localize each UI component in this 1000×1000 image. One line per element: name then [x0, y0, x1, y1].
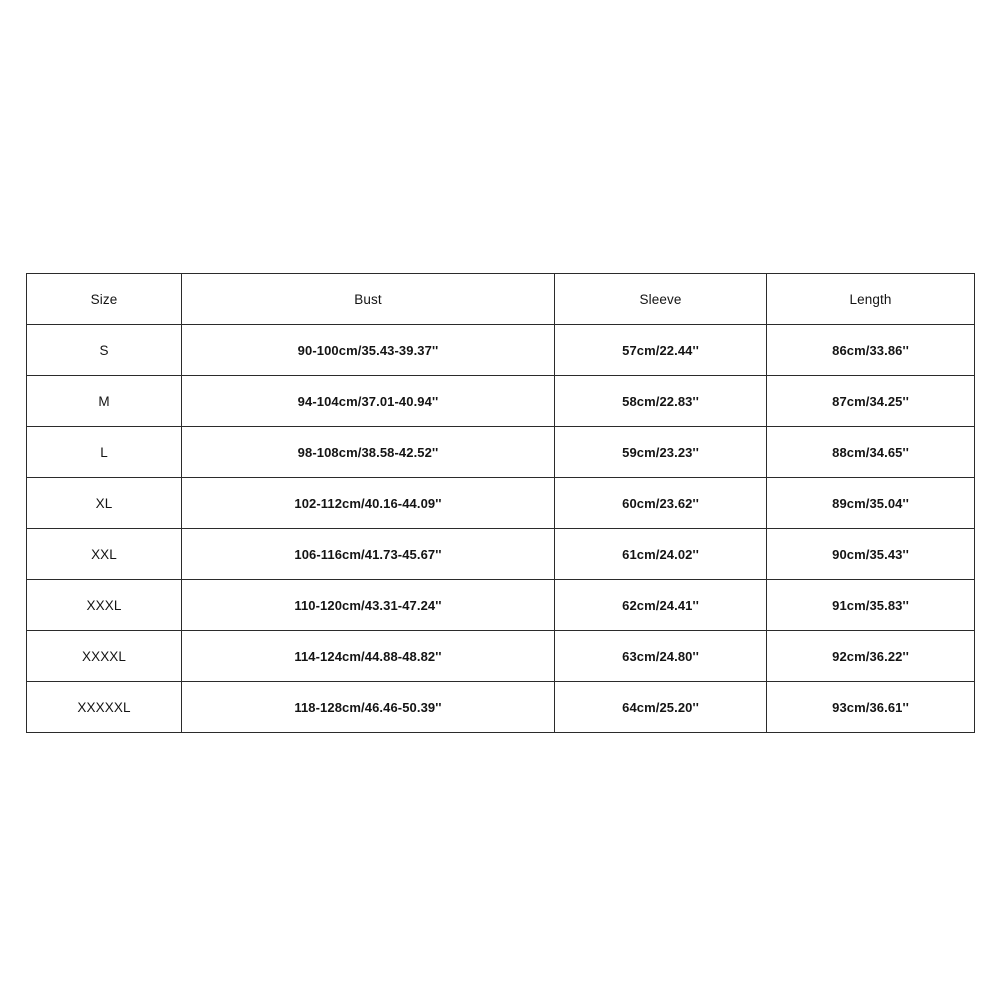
cell-size: XXXL	[27, 580, 182, 631]
cell-bust: 110-120cm/43.31-47.24''	[182, 580, 555, 631]
table-row	[27, 427, 975, 478]
cell-length: 90cm/35.43''	[767, 529, 975, 580]
cell-sleeve: 64cm/25.20''	[555, 682, 767, 733]
table-body	[27, 325, 975, 733]
table-row	[27, 325, 975, 376]
cell-bust: 98-108cm/38.58-42.52''	[182, 427, 555, 478]
cell-bust: 90-100cm/35.43-39.37''	[182, 325, 555, 376]
cell-sleeve: 63cm/24.80''	[555, 631, 767, 682]
cell-bust: 114-124cm/44.88-48.82''	[182, 631, 555, 682]
cell-length: 87cm/34.25''	[767, 376, 975, 427]
cell-size: L	[27, 427, 182, 478]
table-row	[27, 376, 975, 427]
cell-sleeve: 57cm/22.44''	[555, 325, 767, 376]
cell-size: XXXXL	[27, 631, 182, 682]
cell-sleeve: 58cm/22.83''	[555, 376, 767, 427]
size-chart-container	[26, 273, 974, 733]
cell-length: 89cm/35.04''	[767, 478, 975, 529]
table-row	[27, 631, 975, 682]
cell-size: XXXXXL	[27, 682, 182, 733]
cell-bust: 94-104cm/37.01-40.94''	[182, 376, 555, 427]
column-header-size: Size	[27, 274, 182, 325]
cell-length: 88cm/34.65''	[767, 427, 975, 478]
cell-length: 93cm/36.61''	[767, 682, 975, 733]
cell-size: XL	[27, 478, 182, 529]
table-row	[27, 529, 975, 580]
table-header	[27, 274, 975, 325]
cell-bust: 118-128cm/46.46-50.39''	[182, 682, 555, 733]
size-chart-table	[26, 273, 975, 733]
cell-size: M	[27, 376, 182, 427]
cell-size: S	[27, 325, 182, 376]
cell-bust: 106-116cm/41.73-45.67''	[182, 529, 555, 580]
cell-sleeve: 60cm/23.62''	[555, 478, 767, 529]
cell-sleeve: 61cm/24.02''	[555, 529, 767, 580]
column-header-sleeve: Sleeve	[555, 274, 767, 325]
cell-sleeve: 59cm/23.23''	[555, 427, 767, 478]
cell-sleeve: 62cm/24.41''	[555, 580, 767, 631]
cell-bust: 102-112cm/40.16-44.09''	[182, 478, 555, 529]
column-header-bust: Bust	[182, 274, 555, 325]
cell-length: 92cm/36.22''	[767, 631, 975, 682]
cell-size: XXL	[27, 529, 182, 580]
table-row	[27, 580, 975, 631]
cell-length: 86cm/33.86''	[767, 325, 975, 376]
column-header-length: Length	[767, 274, 975, 325]
cell-length: 91cm/35.83''	[767, 580, 975, 631]
table-header-row	[27, 274, 975, 325]
table-row	[27, 682, 975, 733]
table-row	[27, 478, 975, 529]
